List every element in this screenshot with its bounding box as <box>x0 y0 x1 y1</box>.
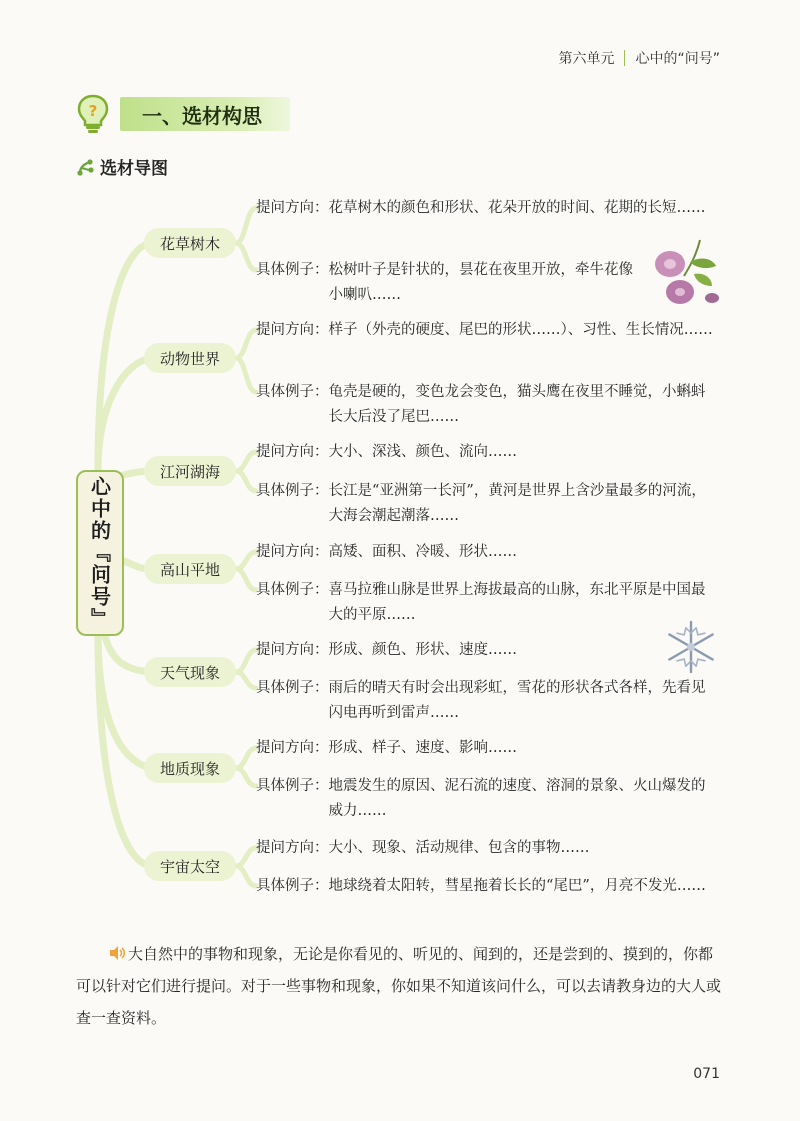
category-animals: 动物世界 <box>144 343 236 373</box>
sub-title: 选材导图 <box>100 159 168 179</box>
summary-paragraph <box>76 938 724 1034</box>
question-row <box>256 318 716 343</box>
question-text: 形成、颜色、形状、速度…… <box>328 642 517 658</box>
example-row <box>256 380 716 430</box>
question-label: 提问方向： <box>256 544 329 560</box>
question-label: 提问方向： <box>256 444 329 460</box>
question-row <box>256 196 716 221</box>
category-mountains-plains: 高山平地 <box>144 554 236 584</box>
snowflake-illustration <box>662 618 720 676</box>
example-row <box>256 258 636 308</box>
question-row <box>256 440 716 465</box>
question-row <box>256 836 716 861</box>
question-label: 提问方向： <box>256 642 329 658</box>
category-geology: 地质现象 <box>144 753 236 783</box>
question-text: 形成、样子、速度、影响…… <box>328 740 517 756</box>
example-label: 具体例子： <box>256 262 329 278</box>
example-row <box>256 479 716 529</box>
category-weather: 天气现象 <box>144 657 236 687</box>
category-plants: 花草树木 <box>144 228 236 258</box>
example-label: 具体例子： <box>256 878 329 894</box>
speaker-icon <box>108 945 126 961</box>
example-text: 地球绕着太阳转，彗星拖着长长的“尾巴”，月亮不发光…… <box>328 878 706 894</box>
morning-glory-illustration <box>650 236 726 308</box>
example-row <box>256 676 716 726</box>
question-label: 提问方向： <box>256 200 329 216</box>
example-text: 地震发生的原因、泥石流的速度、溶洞的景象、火山爆发的威力…… <box>328 778 706 819</box>
example-row <box>256 774 716 824</box>
question-text: 高矮、面积、冷暖、形状…… <box>328 544 517 560</box>
example-text: 雨后的晴天有时会出现彩虹，雪花的形状各式各样，先看见闪电再听到雷声…… <box>328 680 706 721</box>
example-text: 喜马拉雅山脉是世界上海拔最高的山脉，东北平原是中国最大的平原…… <box>328 582 706 623</box>
example-text: 龟壳是硬的，变色龙会变色，猫头鹰在夜里不睡觉，小蝌蚪长大后没了尾巴…… <box>328 384 706 425</box>
category-universe: 宇宙太空 <box>144 851 236 881</box>
category-rivers-lakes-seas: 江河湖海 <box>144 456 236 486</box>
example-label: 具体例子： <box>256 582 329 598</box>
question-label: 提问方向： <box>256 740 329 756</box>
question-text: 花草树木的颜色和形状、花朵开放的时间、花期的长短…… <box>328 200 706 216</box>
unit-title: 心中的“问号” <box>635 51 720 67</box>
example-label: 具体例子： <box>256 483 329 499</box>
example-label: 具体例子： <box>256 778 329 794</box>
question-text: 样子（外壳的硬度、尾巴的形状……）、习性、生长情况…… <box>328 322 713 338</box>
question-row <box>256 638 646 663</box>
example-text: 松树叶子是针状的，昙花在夜里开放，牵牛花像小喇叭…… <box>328 262 633 303</box>
example-row <box>256 874 716 899</box>
svg-text:?: ? <box>88 102 98 120</box>
question-text: 大小、深浅、颜色、流向…… <box>328 444 517 460</box>
summary-text: 大自然中的事物和现象，无论是你看见的、听见的、闻到的，还是尝到的、摸到的，你都可以针对它们进行提问。对于一些事物和现象，你如果不知道该问什么，可以去请教身边的大人或查一查资料。 <box>76 945 722 1027</box>
mindmap-center-node: 心中的『问号』 <box>76 470 124 636</box>
question-label: 提问方向： <box>256 322 329 338</box>
example-label: 具体例子： <box>256 384 329 400</box>
section-title: 一、选材构思 <box>120 97 290 131</box>
page-number: 071 <box>693 1066 720 1082</box>
question-text: 大小、现象、活动规律、包含的事物…… <box>328 840 590 856</box>
example-text: 长江是“亚洲第一长河”，黄河是世界上含沙量最多的河流，大海会潮起潮落…… <box>328 483 706 524</box>
unit-label: 第六单元 <box>558 51 615 67</box>
question-label: 提问方向： <box>256 840 329 856</box>
question-row <box>256 736 716 761</box>
example-label: 具体例子： <box>256 680 329 696</box>
example-row <box>256 578 716 628</box>
question-row <box>256 540 716 565</box>
